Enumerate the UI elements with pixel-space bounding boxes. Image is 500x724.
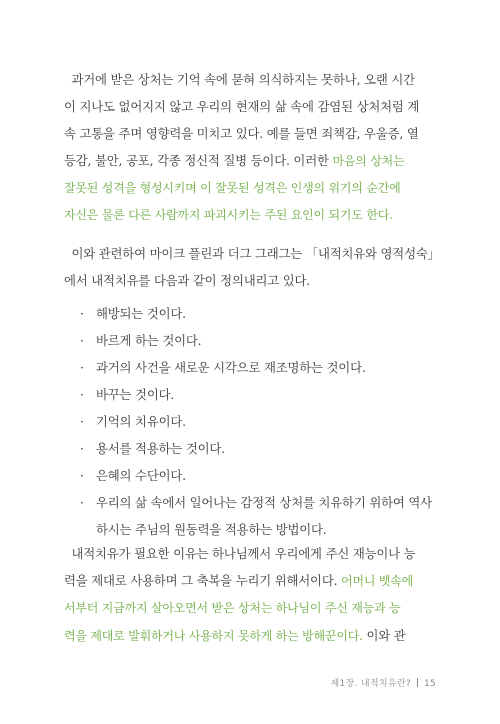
highlight-text: 마음의 상처는 <box>332 154 405 168</box>
list-item: · 은혜의 수단이다. <box>80 462 440 489</box>
highlight-line: 자신은 물론 다른 사람까지 파괴시키는 주된 요인이 되기도 한다. <box>64 208 393 222</box>
bullet-icon: · <box>80 495 84 510</box>
bullet-icon: · <box>80 306 84 321</box>
paragraph-definition-intro <box>64 240 440 294</box>
text-line: 력을 제대로 사용하며 그 축복을 누리기 위해서이다. 어머니 뱃속에 <box>64 573 414 588</box>
bullet-icon: · <box>80 360 84 375</box>
text-line: 과거에 받은 상처는 기억 속에 묻혀 의식하지는 못하나, 오랜 시간 <box>71 72 415 87</box>
text-line: 내적치유가 필요한 이유는 하나님께서 우리에게 주신 재능이나 능 <box>71 546 416 561</box>
footer-divider <box>417 678 418 687</box>
list-item: · 해방되는 것이다. <box>80 300 440 327</box>
text-line: 이와 관련하여 마이크 플린과 더그 그래그는 「내적치유와 영적성숙」 <box>71 246 440 261</box>
text-line: 등감, 불안, 공포, 각종 정신적 질병 등이다. 이러한 마음의 상처는 <box>64 153 405 168</box>
text-line: 에서 내적치유를 다음과 같이 정의내리고 있다. <box>64 273 311 288</box>
definition-list <box>80 300 440 543</box>
text-line: 속 고통을 주며 영향력을 미치고 있다. 예를 들면 죄책감, 우울증, 열 <box>64 126 419 141</box>
list-item: · 과거의 사건을 새로운 시각으로 재조명하는 것이다. <box>80 354 440 381</box>
highlight-line: 서부터 지금까지 살아오면서 받은 상처는 하나님이 주신 재능과 능 <box>64 601 401 615</box>
list-item: · 기억의 치유이다. <box>80 408 440 435</box>
paragraph-why-healing <box>64 540 436 650</box>
bullet-icon: · <box>80 441 84 456</box>
bullet-icon: · <box>80 387 84 402</box>
bullet-icon: · <box>80 468 84 483</box>
list-item: · 바르게 하는 것이다. <box>80 327 440 354</box>
page-number: 15 <box>423 679 436 689</box>
highlight-line: 잘못된 성격을 형성시키며 이 잘못된 성격은 인생의 위기의 순간에 <box>64 181 401 195</box>
highlight-text: 어머니 뱃속에 <box>341 574 414 588</box>
chapter-title: 제1장. 내적치유란? <box>330 679 411 689</box>
highlight-text: 력을 제대로 발휘하거나 사용하지 못하게 하는 방해꾼이다. <box>64 629 363 643</box>
list-item: · 우리의 삶 속에서 일어나는 감정적 상처를 치유하기 위하여 역사 하시는 주님의 원동력을 적용하는 방법이다. <box>80 489 440 543</box>
text-line: 이 지나도 없어지지 않고 우리의 현재의 삶 속에 감염된 상처처럼 계 <box>64 99 420 114</box>
list-item: · 용서를 적용하는 것이다. <box>80 435 440 462</box>
bullet-icon: · <box>80 333 84 348</box>
list-item: · 바꾸는 것이다. <box>80 381 440 408</box>
page-footer <box>331 676 436 689</box>
bullet-icon: · <box>80 414 84 429</box>
text-line: 력을 제대로 발휘하거나 사용하지 못하게 하는 방해꾼이다. 이와 관 <box>64 628 406 643</box>
paragraph-past-wounds <box>64 66 436 229</box>
